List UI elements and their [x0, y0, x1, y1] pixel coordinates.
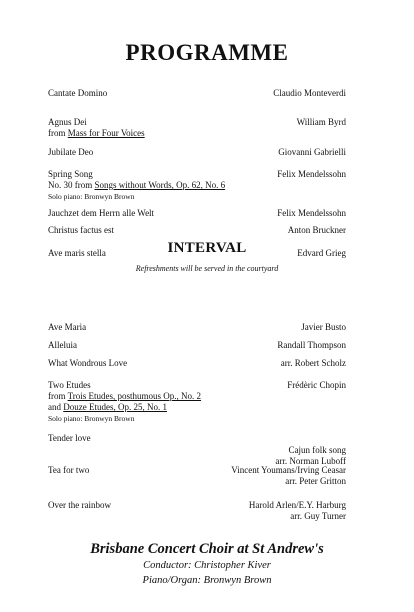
composer: Claudio Monteverdi — [273, 88, 346, 98]
soloist-note: Solo piano: Bronwyn Brown — [48, 192, 135, 201]
composer: Edvard Grieg — [297, 248, 346, 258]
interval-heading: INTERVAL — [167, 240, 247, 256]
accompanist-credit: Piano/Organ: Bronwyn Brown — [142, 575, 272, 586]
piece-title: Cantate Domino — [48, 88, 108, 98]
choir-name: Brisbane Concert Choir at St Andrew's — [90, 541, 324, 557]
composer: Giovanni Gabrielli — [278, 147, 346, 157]
arranger: arr. Guy Turner — [290, 511, 346, 521]
composer: Felix Mendelssohn — [277, 208, 346, 218]
soloist-note: Solo piano: Bronwyn Brown — [48, 414, 135, 423]
piece-source: from Mass for Four Voices — [48, 128, 145, 138]
arranger: arr. Norman Luboff — [275, 456, 346, 466]
piece-title: Tea for two — [48, 465, 90, 475]
piece-source: No. 30 from Songs without Words, Op. 62, No. 6 — [48, 180, 226, 190]
piece-source: from Trois Etudes, posthumous Op., No. 2 — [48, 391, 202, 401]
composer: Javier Busto — [301, 322, 346, 332]
arranger: arr. Peter Gritton — [285, 476, 346, 486]
piece-title: Ave Maria — [48, 322, 87, 332]
composer: Frédèric Chopin — [287, 380, 346, 390]
composer: arr. Robert Scholz — [280, 358, 346, 368]
piece-title: Tender love — [48, 433, 91, 443]
piece-source: and Douze Etudes, Op. 25, No. 1 — [48, 402, 167, 412]
piece-title: Over the rainbow — [48, 500, 111, 510]
piece-title: Christus factus est — [48, 225, 114, 235]
composer: Harold Arlen/E.Y. Harburg — [248, 500, 346, 510]
piece-title: Jauchzet dem Herrn alle Welt — [48, 208, 155, 218]
programme-title: PROGRAMME — [125, 40, 289, 65]
interval-note: Refreshments will be served in the courtyard — [135, 264, 279, 273]
composer: Cajun folk song — [288, 445, 346, 455]
piece-title: Two Etudes — [48, 380, 91, 390]
composer: Anton Bruckner — [287, 225, 346, 235]
piece-title: Jubilate Deo — [48, 147, 94, 157]
composer: Randall Thompson — [277, 340, 346, 350]
piece-title: What Wondrous Love — [48, 358, 128, 368]
composer: Vincent Youmans/Irving Ceasar — [231, 465, 346, 475]
piece-title: Spring Song — [48, 169, 93, 179]
composer: William Byrd — [296, 117, 346, 127]
piece-title: Ave maris stella — [48, 248, 106, 258]
conductor-credit: Conductor: Christopher Kiver — [143, 560, 271, 571]
composer: Felix Mendelssohn — [277, 169, 346, 179]
piece-title: Alleluia — [48, 340, 77, 350]
piece-title: Agnus Dei — [48, 117, 87, 127]
